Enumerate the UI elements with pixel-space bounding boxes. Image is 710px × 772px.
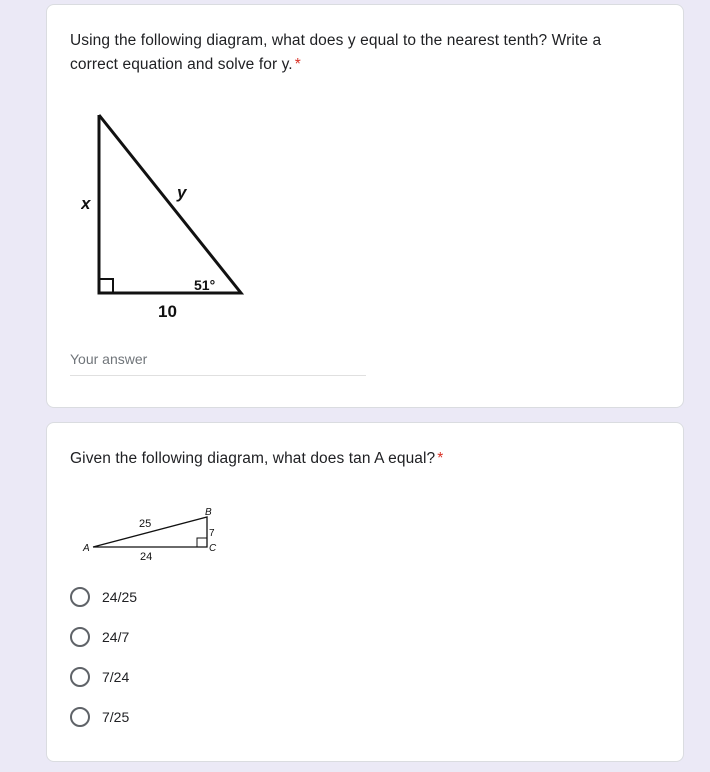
radio-circle-icon[interactable] (70, 667, 90, 687)
vertex-a-label: A (83, 543, 90, 554)
option-label: 7/24 (102, 669, 130, 685)
option-7-24[interactable] (70, 665, 129, 689)
right-angle-marker (99, 279, 113, 293)
option-24-25[interactable] (70, 585, 137, 609)
radio-circle-icon[interactable] (70, 627, 90, 647)
question-card-1 (46, 4, 684, 408)
bottom-side-label: 24 (140, 551, 153, 563)
required-asterisk: * (437, 450, 444, 467)
option-7-25[interactable] (70, 705, 129, 729)
option-label: 24/25 (102, 589, 138, 605)
question-2-text: Given the following diagram, what does tan A equal? (70, 450, 436, 467)
required-asterisk: * (294, 56, 301, 73)
side-x-label: x (81, 194, 91, 213)
right-side-label: 7 (209, 528, 215, 539)
bottom-side-label: 10 (158, 302, 177, 321)
triangle-outline (99, 115, 241, 293)
hypotenuse-label: 25 (139, 518, 152, 530)
vertex-b-label: B (205, 507, 212, 518)
hypotenuse-y-label: y (177, 183, 187, 202)
option-label: 7/25 (102, 709, 130, 725)
question-1-title (70, 29, 650, 77)
triangle-abc-diagram (77, 503, 227, 573)
vertex-c-label: C (209, 543, 217, 554)
question-card-2 (46, 422, 684, 762)
radio-circle-icon[interactable] (70, 707, 90, 727)
radio-circle-icon[interactable] (70, 587, 90, 607)
option-label: 24/7 (102, 629, 130, 645)
question-1-text: Using the following diagram, what does y equal to the nearest tenth? Write a correct equation and solve for y. (70, 32, 602, 73)
question-2-title (70, 447, 650, 471)
option-24-7[interactable] (70, 625, 129, 649)
right-angle-marker (197, 538, 207, 547)
answer-placeholder: Your answer (70, 351, 148, 367)
angle-label: 51° (194, 277, 216, 293)
right-triangle-diagram (81, 105, 301, 325)
short-answer-input[interactable] (70, 348, 366, 376)
